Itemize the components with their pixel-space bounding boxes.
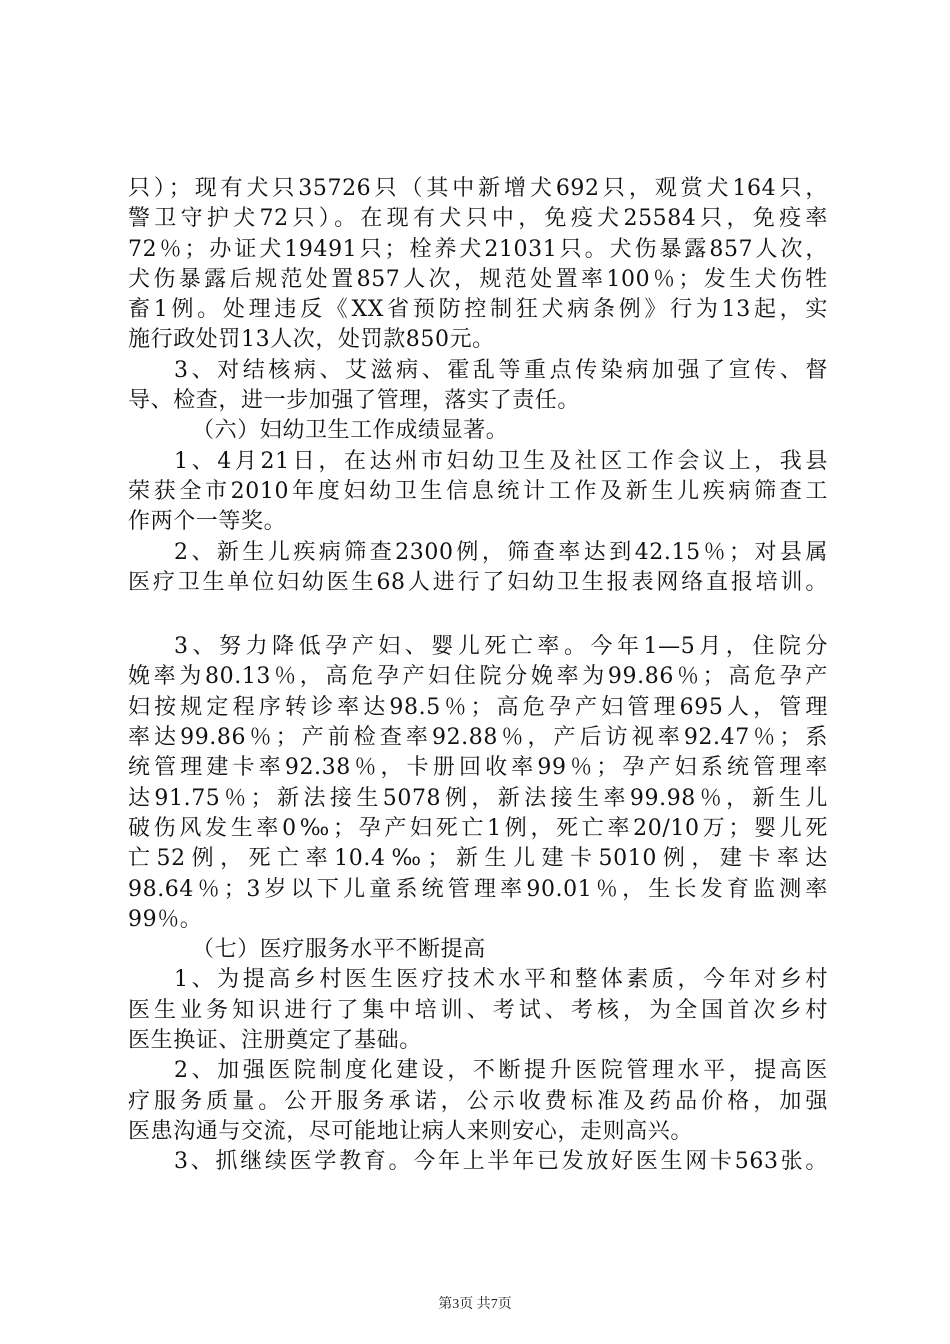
paragraph-gap xyxy=(128,598,828,632)
text-line: 作两个一等奖。 xyxy=(128,509,287,535)
text-line: 医生业务知识进行了集中培训、考试、考核，为全国首次乡村 xyxy=(128,997,828,1023)
text-line: 率达99.86％；产前检查率92.88％，产后访视率92.47％；系 xyxy=(128,725,828,751)
text-line: 1、为提高乡村医生医疗技术水平和整体素质，今年对乡村 xyxy=(174,967,828,993)
text-line: 统管理建卡率92.38％，卡册回收率99％；孕产妇系统管理率 xyxy=(128,755,828,781)
text-line: 达91.75％；新法接生5078例，新法接生率99.98％，新生儿 xyxy=(128,785,828,811)
text-line: 1、4月21日，在达州市妇幼卫生及社区工作会议上，我县 xyxy=(174,448,828,474)
text-line: 只）；现有犬只35726只（其中新增犬692只，观赏犬164只， xyxy=(128,176,828,201)
text-line: 医患沟通与交流，尽可能地让病人来则安心，走则高兴。 xyxy=(128,1118,694,1144)
text-line: 娩率为80.13％，高危孕产妇住院分娩率为99.86％；高危孕产 xyxy=(128,664,828,690)
text-line: 3、抓继续医学教育。今年上半年已发放好医生网卡563张。 xyxy=(174,1149,828,1175)
text-line: 99％。 xyxy=(128,906,203,932)
text-line: 3、对结核病、艾滋病、霍乱等重点传染病加强了宣传、督 xyxy=(174,357,828,383)
document-body xyxy=(128,174,828,1178)
text-line: 2、新生儿疾病筛查2300例，筛查率达到42.15％；对县属 xyxy=(174,539,828,565)
text-line: 亡52例，死亡率10.4‰；新生儿建卡5010例，建卡率达 xyxy=(128,846,828,872)
text-line: 导、检查，进一步加强了管理，落实了责任。 xyxy=(128,388,581,414)
text-line: 施行政处罚13人次，处罚款850元。 xyxy=(128,327,495,353)
text-line: 医疗卫生单位妇幼医生68人进行了妇幼卫生报表网络直报培训。 xyxy=(128,569,828,595)
text-line: 荣获全市2010年度妇幼卫生信息统计工作及新生儿疾病筛查工 xyxy=(128,478,828,504)
text-line: 警卫守护犬72只）。在现有犬只中，免疫犬25584只，免疫率 xyxy=(128,206,828,232)
page-footer: 第3页 共7页 xyxy=(438,1297,512,1312)
text-line: 疗服务质量。公开服务承诺，公示收费标准及药品价格，加强 xyxy=(128,1088,828,1114)
text-line: 3、努力降低孕产妇、婴儿死亡率。今年1—5月，住院分 xyxy=(174,634,828,660)
text-line: （七）医疗服务水平不断提高 xyxy=(192,937,486,963)
text-line: 2、加强医院制度化建设，不断提升医院管理水平，提高医 xyxy=(174,1058,828,1084)
text-line: 畜1例。处理违反《XX省预防控制狂犬病条例》行为13起，实 xyxy=(128,297,828,323)
text-line: 72％；办证犬19491只；栓养犬21031只。犬伤暴露857人次， xyxy=(128,236,828,262)
text-line: （六）妇幼卫生工作成绩显著。 xyxy=(192,418,509,444)
text-line: 妇按规定程序转诊率达98.5％；高危孕产妇管理695人，管理 xyxy=(128,694,828,720)
text-line: 医生换证、注册奠定了基础。 xyxy=(128,1028,422,1054)
text-line: 犬伤暴露后规范处置857人次，规范处置率100％；发生犬伤牲 xyxy=(128,266,828,292)
text-line: 破伤风发生率0‰；孕产妇死亡1例，死亡率20/10万；婴儿死 xyxy=(128,815,828,841)
text-line: 98.64％；3岁以下儿童系统管理率90.01％，生长发育监测率 xyxy=(128,876,828,902)
